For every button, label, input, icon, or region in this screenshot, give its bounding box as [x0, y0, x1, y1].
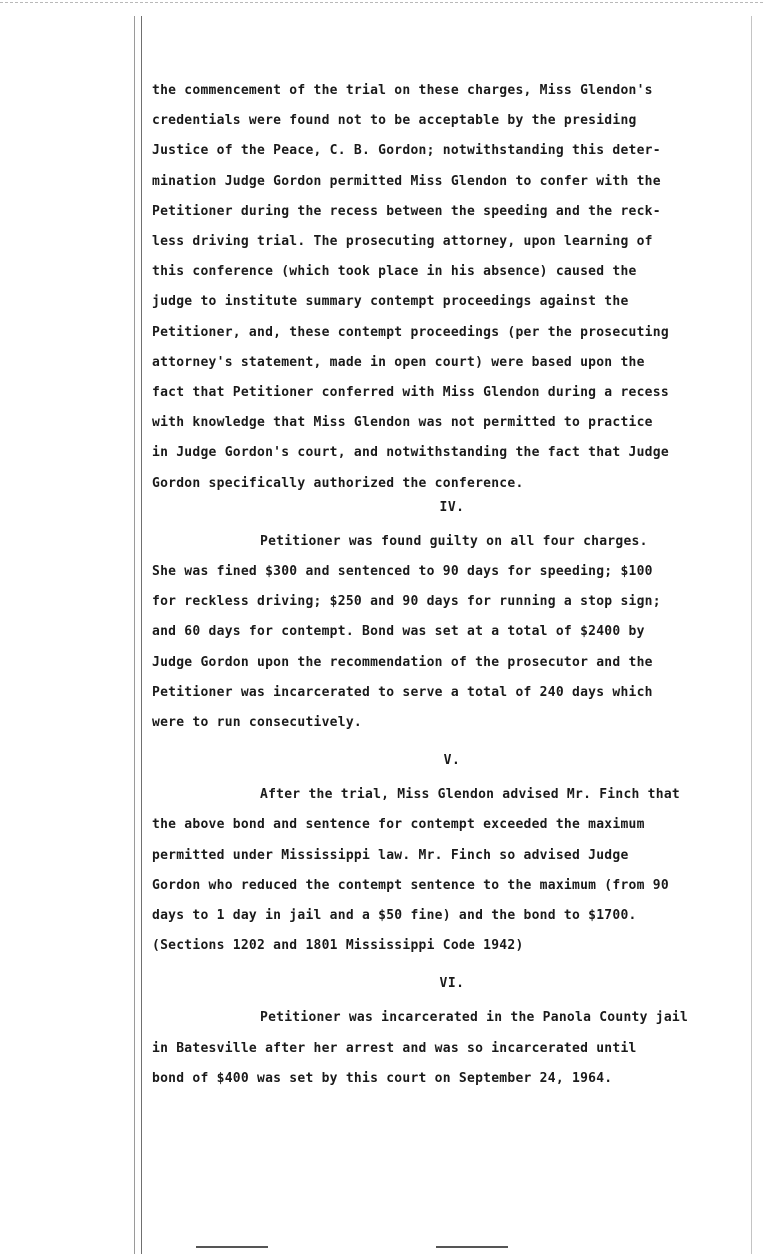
bottom-mark-left — [196, 1246, 268, 1248]
text-line: credentials were found not to be acceptable by the presiding — [152, 113, 637, 129]
text-line: Judge Gordon upon the recommendation of the prosecutor and the — [152, 654, 653, 670]
text-line: with knowledge that Miss Glendon was not permitted to practice — [152, 415, 653, 431]
text-line: and 60 days for contempt. Bond was set at a total of $2400 by — [152, 624, 645, 640]
text-line: judge to institute summary contempt proceedings against the — [152, 294, 629, 310]
section-heading-iv: IV. — [439, 499, 465, 515]
section-iv-paragraph — [152, 527, 752, 738]
text-line: Petitioner during the recess between the speeding and the reck- — [152, 203, 661, 219]
text-line: in Judge Gordon's court, and notwithstanding the fact that Judge — [152, 445, 669, 461]
text-line: less driving trial. The prosecuting attorney, upon learning of — [152, 234, 653, 250]
text-line: were to run consecutively. — [152, 715, 362, 731]
left-margin-rule — [134, 16, 135, 1254]
text-line: attorney's statement, made in open court) were based upon the — [152, 354, 645, 370]
text-line: Petitioner was incarcerated in the Panola County jail — [260, 1010, 689, 1026]
text-line: days to 1 day in jail and a $50 fine) and the bond to $1700. — [152, 908, 637, 924]
text-line: permitted under Mississippi law. Mr. Finch so advised Judge — [152, 847, 629, 863]
text-line: bond of $400 was set by this court on September 24, 1964. — [152, 1070, 613, 1086]
text-line: fact that Petitioner conferred with Miss Glendon during a recess — [152, 385, 669, 401]
text-line: Gordon specifically authorized the conference. — [152, 475, 524, 491]
document-page — [152, 76, 752, 1094]
text-line: the above bond and sentence for contempt exceeded the maximum — [152, 817, 645, 833]
text-line: for reckless driving; $250 and 90 days for running a stop sign; — [152, 594, 661, 610]
section-heading-v: V. — [443, 753, 461, 769]
continuation-paragraph — [152, 76, 752, 499]
text-line: the commencement of the trial on these charges, Miss Glendon's — [152, 83, 653, 98]
text-line: She was fined $300 and sentenced to 90 days for speeding; $100 — [152, 564, 653, 580]
text-line: Petitioner was incarcerated to serve a total of 240 days which — [152, 684, 653, 700]
text-line: Justice of the Peace, C. B. Gordon; notwithstanding this deter- — [152, 143, 661, 159]
section-v-paragraph — [152, 780, 752, 961]
text-line: mination Judge Gordon permitted Miss Glendon to confer with the — [152, 173, 661, 189]
text-line: in Batesville after her arrest and was so incarcerated until — [152, 1040, 637, 1056]
text-line: (Sections 1202 and 1801 Mississippi Code 1942) — [152, 938, 524, 954]
text-line: Gordon who reduced the contempt sentence to the maximum (from 90 — [152, 877, 669, 893]
bottom-mark-right — [436, 1246, 508, 1248]
text-line: this conference (which took place in his absence) caused the — [152, 264, 637, 280]
text-line: Petitioner was found guilty on all four charges. — [260, 533, 648, 549]
section-vi-paragraph — [152, 1003, 752, 1094]
section-heading-vi: VI. — [439, 976, 465, 992]
text-line: After the trial, Miss Glendon advised Mr. Finch that — [260, 787, 680, 803]
text-line: Petitioner, and, these contempt proceedings (per the prosecuting — [152, 324, 669, 340]
page-top-edge — [0, 2, 763, 3]
left-margin-rule-inner — [141, 16, 142, 1254]
